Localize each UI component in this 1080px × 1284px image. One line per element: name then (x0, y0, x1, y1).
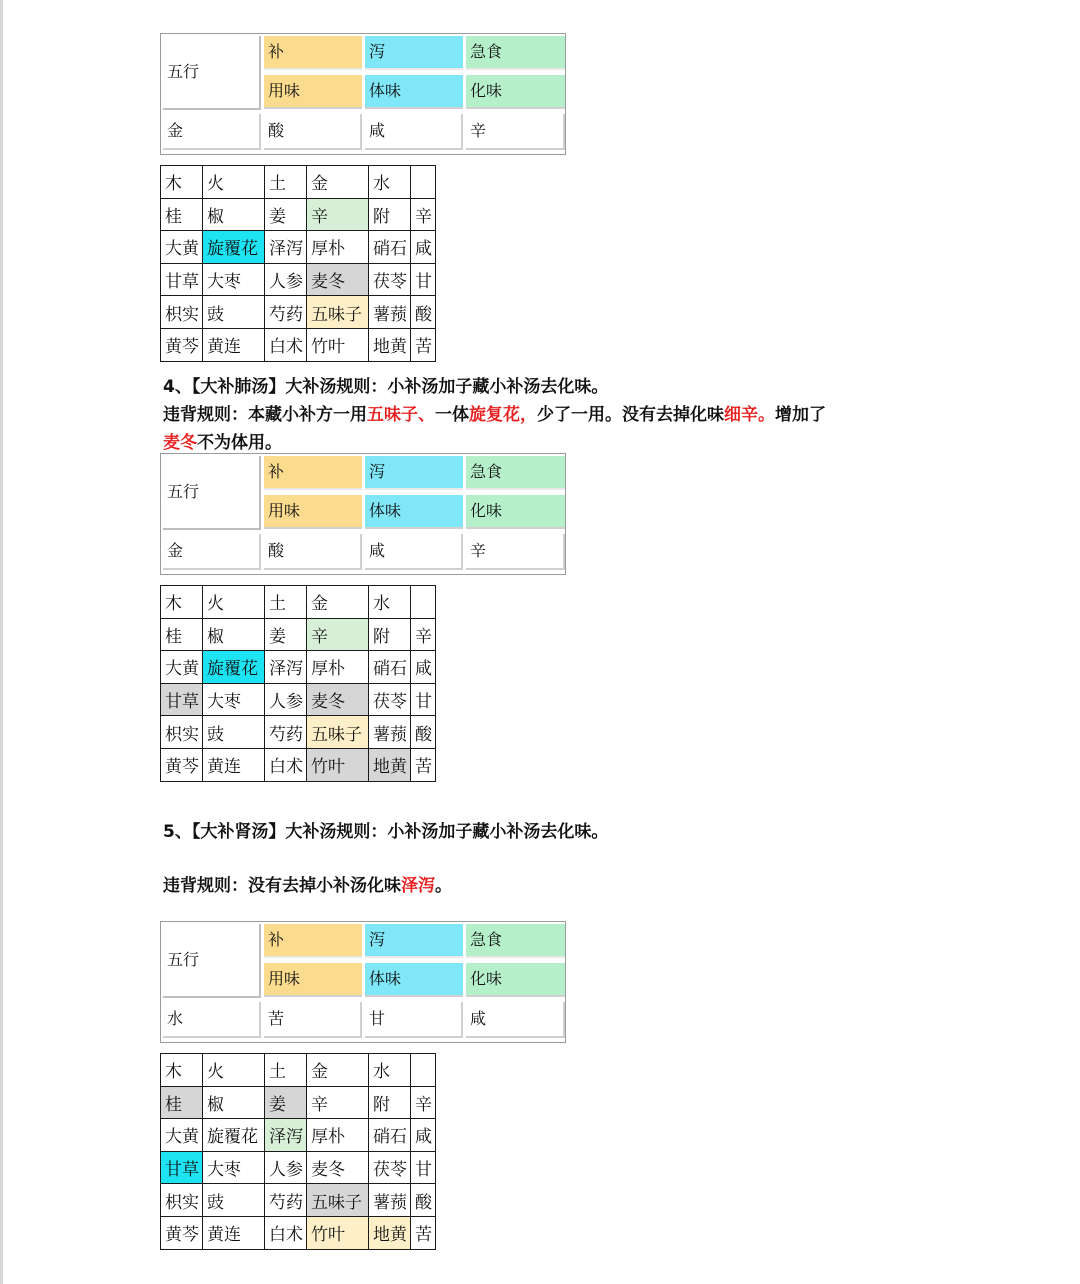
violation-text: 违背规则：本藏小补方一用 (163, 405, 367, 425)
herb-cell: 厚朴 (307, 651, 369, 684)
herb-cell: 酸 (411, 716, 436, 749)
herb-cell: 竹叶 (307, 328, 369, 361)
urgent-eat-cell: 急食 (466, 36, 565, 70)
herb-cell: 酸 (411, 1184, 436, 1217)
violation-text: 增加了 (775, 405, 826, 425)
herb-cell: 甘草 (161, 683, 203, 716)
body-taste-value: 咸 (365, 534, 463, 570)
herb-cell: 桂 (161, 198, 203, 231)
herb-table (160, 585, 436, 782)
herb-cell: 火 (203, 166, 265, 199)
herb-cell: 甘草 (161, 1151, 203, 1184)
violation-text: 不为体用。 (197, 433, 282, 453)
body-taste-cell: 体味 (365, 963, 463, 997)
herb-cell (411, 1054, 436, 1087)
herb-cell: 大黄 (161, 231, 203, 264)
herb-cell: 人参 (265, 263, 307, 296)
herb-cell: 酸 (411, 296, 436, 329)
element-cell: 金 (163, 114, 261, 150)
herb-cell: 竹叶 (307, 748, 369, 781)
herb-cell: 甘 (411, 263, 436, 296)
herb-cell: 桂 (161, 1086, 203, 1119)
urgent-eat-cell: 急食 (466, 924, 565, 958)
table-row (161, 1216, 436, 1249)
violation-text: 。 (435, 876, 452, 896)
herb-cell: 薯蓣 (369, 1184, 411, 1217)
herb-cell: 五味子 (307, 296, 369, 329)
herb-cell: 麦冬 (307, 1151, 369, 1184)
herb-cell: 水 (369, 586, 411, 619)
herb-cell: 大黄 (161, 1119, 203, 1152)
transform-taste-value: 辛 (466, 114, 565, 150)
herb-cell: 茯苓 (369, 683, 411, 716)
herb-cell: 辛 (307, 618, 369, 651)
herb-cell (411, 586, 436, 619)
herb-cell: 五味子 (307, 716, 369, 749)
herb-cell: 人参 (265, 1151, 307, 1184)
transform-taste-cell: 化味 (466, 75, 565, 109)
herb-cell: 水 (369, 166, 411, 199)
herb-cell: 姜 (265, 198, 307, 231)
herb-cell: 椒 (203, 1086, 265, 1119)
table-row (161, 198, 436, 231)
herb-cell: 附 (369, 198, 411, 231)
tonify-cell: 补 (264, 456, 362, 490)
element-cell: 水 (163, 1002, 261, 1038)
violation-note (163, 871, 452, 896)
table-row (161, 586, 436, 619)
herb-cell: 椒 (203, 618, 265, 651)
herb-cell: 金 (307, 1054, 369, 1087)
herb-cell: 苦 (411, 748, 436, 781)
herb-cell: 苦 (411, 1216, 436, 1249)
herb-cell: 芍药 (265, 296, 307, 329)
transform-taste-value: 咸 (466, 1002, 565, 1038)
section-heading: 4、【大补肺汤】大补汤规则：小补汤加子藏小补汤去化味。 (163, 377, 609, 397)
body-taste-value: 咸 (365, 114, 463, 150)
herb-cell: 黄连 (203, 1216, 265, 1249)
herb-cell: 苦 (411, 328, 436, 361)
herb-cell: 黄连 (203, 748, 265, 781)
herb-cell: 枳实 (161, 1184, 203, 1217)
table-row (161, 651, 436, 684)
table-row (161, 748, 436, 781)
herb-cell: 辛 (411, 618, 436, 651)
herb-cell: 地黄 (369, 1216, 411, 1249)
tonify-cell: 补 (264, 924, 362, 958)
violation-highlight: 五味子、 (367, 405, 435, 425)
table-row (161, 1086, 436, 1119)
herb-cell: 大枣 (203, 683, 265, 716)
herb-cell: 姜 (265, 618, 307, 651)
body-taste-value: 甘 (365, 1002, 463, 1038)
herb-cell: 麦冬 (307, 683, 369, 716)
herb-cell: 木 (161, 166, 203, 199)
violation-note-cont (163, 428, 282, 453)
herb-cell: 豉 (203, 1184, 265, 1217)
herb-cell: 白术 (265, 1216, 307, 1249)
table-row (161, 166, 436, 199)
herb-cell: 附 (369, 618, 411, 651)
table-row (161, 1054, 436, 1087)
herb-cell: 木 (161, 1054, 203, 1087)
table-row (161, 683, 436, 716)
element-cell: 金 (163, 534, 261, 570)
herb-cell: 厚朴 (307, 1119, 369, 1152)
herb-cell: 椒 (203, 198, 265, 231)
herb-cell: 茯苓 (369, 263, 411, 296)
drain-cell: 泻 (365, 36, 463, 70)
herb-cell: 火 (203, 586, 265, 619)
body-taste-cell: 体味 (365, 495, 463, 529)
herb-cell: 甘 (411, 1151, 436, 1184)
herb-cell: 辛 (411, 198, 436, 231)
herb-cell: 咸 (411, 231, 436, 264)
table-row (161, 1119, 436, 1152)
herb-cell: 辛 (307, 1086, 369, 1119)
violation-highlight: 泽泻 (401, 876, 435, 896)
wuxing-table (160, 33, 566, 155)
herb-cell: 硝石 (369, 651, 411, 684)
herb-cell: 大枣 (203, 1151, 265, 1184)
table-row (161, 1151, 436, 1184)
use-taste-cell: 用味 (264, 75, 362, 109)
herb-cell: 五味子 (307, 1184, 369, 1217)
urgent-eat-cell: 急食 (466, 456, 565, 490)
tonify-cell: 补 (264, 36, 362, 70)
wuxing-table (160, 921, 566, 1043)
herb-cell: 地黄 (369, 748, 411, 781)
violation-text: 违背规则：没有去掉小补汤化味 (163, 876, 401, 896)
herb-cell: 木 (161, 586, 203, 619)
herb-cell: 豉 (203, 716, 265, 749)
table-row (161, 263, 436, 296)
herb-cell: 桂 (161, 618, 203, 651)
use-taste-value: 酸 (264, 534, 362, 570)
herb-cell: 姜 (265, 1086, 307, 1119)
herb-cell: 泽泻 (265, 231, 307, 264)
table-row (161, 296, 436, 329)
wuxing-table (160, 453, 566, 575)
herb-cell: 白术 (265, 748, 307, 781)
use-taste-cell: 用味 (264, 495, 362, 529)
herb-cell (411, 166, 436, 199)
violation-highlight: 细辛。 (724, 405, 775, 425)
herb-cell: 厚朴 (307, 231, 369, 264)
herb-cell: 土 (265, 586, 307, 619)
herb-cell: 枳实 (161, 296, 203, 329)
table-row (161, 1184, 436, 1217)
herb-table (160, 1053, 436, 1250)
herb-cell: 火 (203, 1054, 265, 1087)
herb-cell: 竹叶 (307, 1216, 369, 1249)
transform-taste-value: 辛 (466, 534, 565, 570)
violation-highlight: 旋复花， (469, 405, 537, 425)
herb-cell: 芍药 (265, 1184, 307, 1217)
herb-table (160, 165, 436, 362)
herb-cell: 茯苓 (369, 1151, 411, 1184)
violation-highlight: 麦冬 (163, 433, 197, 453)
herb-cell: 辛 (307, 198, 369, 231)
herb-cell: 麦冬 (307, 263, 369, 296)
wuxing-label: 五行 (163, 456, 261, 530)
herb-cell: 硝石 (369, 231, 411, 264)
body-taste-cell: 体味 (365, 75, 463, 109)
violation-text: 一体 (435, 405, 469, 425)
herb-cell: 黄芩 (161, 748, 203, 781)
herb-cell: 枳实 (161, 716, 203, 749)
herb-cell: 土 (265, 1054, 307, 1087)
drain-cell: 泻 (365, 924, 463, 958)
herb-cell: 旋覆花 (203, 231, 265, 264)
herb-cell: 大黄 (161, 651, 203, 684)
violation-text: 少了一用。没有去掉化味 (537, 405, 724, 425)
use-taste-cell: 用味 (264, 963, 362, 997)
section-heading: 5、【大补肾汤】大补汤规则：小补汤加子藏小补汤去化味。 (163, 822, 609, 842)
herb-cell: 人参 (265, 683, 307, 716)
use-taste-value: 酸 (264, 114, 362, 150)
wuxing-label: 五行 (163, 924, 261, 998)
herb-cell: 水 (369, 1054, 411, 1087)
herb-cell: 硝石 (369, 1119, 411, 1152)
herb-cell: 黄芩 (161, 1216, 203, 1249)
herb-cell: 大枣 (203, 263, 265, 296)
herb-cell: 土 (265, 166, 307, 199)
herb-cell: 泽泻 (265, 651, 307, 684)
herb-cell: 黄连 (203, 328, 265, 361)
herb-cell: 金 (307, 586, 369, 619)
table-row (161, 231, 436, 264)
herb-cell: 金 (307, 166, 369, 199)
herb-cell: 附 (369, 1086, 411, 1119)
herb-cell: 甘草 (161, 263, 203, 296)
herb-cell: 豉 (203, 296, 265, 329)
table-row (161, 716, 436, 749)
herb-cell: 旋覆花 (203, 1119, 265, 1152)
herb-cell: 泽泻 (265, 1119, 307, 1152)
violation-note (163, 400, 826, 425)
herb-cell: 地黄 (369, 328, 411, 361)
herb-cell: 旋覆花 (203, 651, 265, 684)
use-taste-value: 苦 (264, 1002, 362, 1038)
herb-cell: 咸 (411, 1119, 436, 1152)
herb-cell: 辛 (411, 1086, 436, 1119)
herb-cell: 咸 (411, 651, 436, 684)
table-row (161, 328, 436, 361)
page-left-border (0, 0, 3, 1284)
herb-cell: 芍药 (265, 716, 307, 749)
transform-taste-cell: 化味 (466, 963, 565, 997)
table-row (161, 618, 436, 651)
herb-cell: 白术 (265, 328, 307, 361)
drain-cell: 泻 (365, 456, 463, 490)
transform-taste-cell: 化味 (466, 495, 565, 529)
wuxing-label: 五行 (163, 36, 261, 110)
herb-cell: 甘 (411, 683, 436, 716)
herb-cell: 薯蓣 (369, 296, 411, 329)
herb-cell: 黄芩 (161, 328, 203, 361)
herb-cell: 薯蓣 (369, 716, 411, 749)
